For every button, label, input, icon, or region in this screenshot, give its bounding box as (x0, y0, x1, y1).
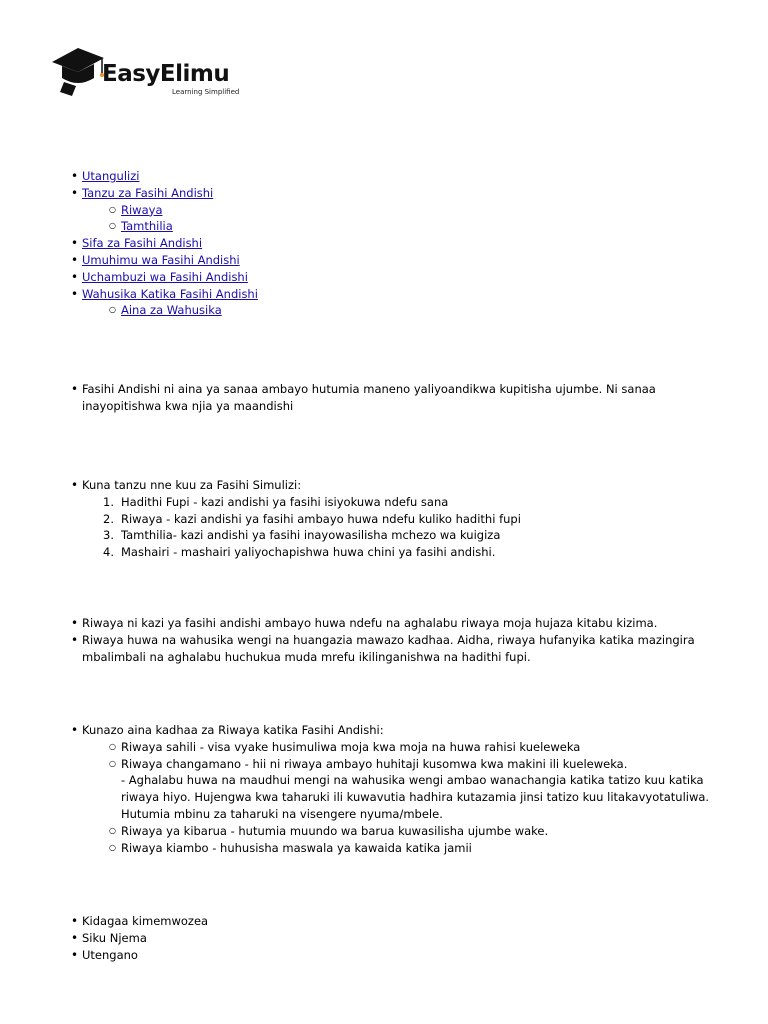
tanzu-item (103, 544, 732, 561)
toc-item-utangulizi (82, 168, 732, 185)
easyelimu-logo[interactable] (50, 44, 250, 100)
mifano-item: • Kidagaa kimemwozea (82, 913, 732, 930)
toc-item-sifa (82, 235, 732, 252)
tanzu-item (103, 527, 732, 544)
toc-item-tanzu (82, 185, 732, 235)
toc-link-aina-wahusika[interactable]: Aina za Wahusika (121, 303, 222, 318)
aina-item (121, 756, 732, 823)
riwaya-item: • Riwaya huwa na wahusika wengi na huangazia mawazo kadhaa. Aidha, riwaya hufanyika katika mazingira mbalimbali na aghalabu huchukua muda mrefu ikilinganishwa na hadithi fupi. (82, 632, 732, 666)
aina-item-text: Riwaya changamano - hii ni riwaya ambayo huhitaji kusomwa kwa makini ili kueleweka. (121, 756, 628, 771)
list-number: 2. (103, 511, 114, 526)
mifano-item: • Utengano (82, 947, 732, 964)
intro-paragraph: • Fasihi Andishi ni aina ya sanaa ambayo hutumia maneno yaliyoandikwa kupitisha ujumbe. Ni sanaa inayopitishwa kwa njia ya maandishi (82, 381, 732, 415)
toc-subitem-riwaya (121, 202, 732, 219)
tanzu-item-text: Tamthilia- kazi andishi ya fasihi inayowasilisha mchezo wa kuigiza (121, 528, 501, 543)
list-number: 1. (103, 494, 114, 509)
aina-lead-text: Kunazo aina kadhaa za Riwaya katika Fasihi Andishi: (82, 723, 384, 737)
toc-item-umuhimu (82, 252, 732, 269)
aina-note: - Aghalabu huwa na maudhui mengi na wahusika wengi ambao wanachangia katika tatizo kuu katika riwaya hiyo. Hujengwa kwa taharuki ili kuwavutia hadhira kutazamia jinsi tatizo kuu litakavyotatuliwa. Hutumia mbinu za taharuki na visengere nyuma/mbele. (121, 773, 710, 821)
logo-brand: EasyElimu (102, 61, 230, 87)
list-number: 4. (103, 545, 114, 560)
tanzu-lead (82, 477, 732, 561)
intro-section (82, 381, 732, 415)
mifano-item: • Siku Njema (82, 930, 732, 947)
toc-item-wahusika (82, 286, 732, 320)
toc-subitem-aina-wahusika (121, 302, 732, 319)
mifano-section (82, 913, 732, 963)
aina-riwaya-section (82, 722, 732, 856)
table-of-contents (82, 168, 732, 319)
toc-link-tanzu[interactable]: Tanzu za Fasihi Andishi (82, 185, 214, 200)
toc-link-tamthilia[interactable]: Tamthilia (121, 219, 173, 234)
logo-tagline: Learning Simplified (172, 88, 240, 96)
toc-link-umuhimu[interactable]: Umuhimu wa Fasihi Andishi (82, 252, 240, 267)
toc-link-utangulizi[interactable]: Utangulizi (82, 169, 140, 183)
aina-item: ○ Riwaya sahili - visa vyake husimuliwa moja kwa moja na huwa rahisi kueleweka (121, 739, 732, 756)
aina-item: ○ Riwaya kiambo - huhusisha maswala ya kawaida katika jamii (121, 840, 732, 857)
toc-subitem-tamthilia (121, 218, 732, 235)
graduation-cap-icon (50, 44, 110, 100)
toc-link-uchambuzi[interactable]: Uchambuzi wa Fasihi Andishi (82, 269, 248, 284)
tanzu-section (82, 477, 732, 561)
tanzu-item-text: Hadithi Fupi - kazi andishi ya fasihi isiyokuwa ndefu sana (121, 494, 449, 509)
tanzu-lead-text: Kuna tanzu nne kuu za Fasihi Simulizi: (82, 478, 302, 492)
aina-lead (82, 722, 732, 856)
tanzu-item-text: Riwaya - kazi andishi ya fasihi ambayo huwa ndefu kuliko hadithi fupi (121, 511, 521, 526)
tanzu-item (103, 511, 732, 528)
riwaya-section (82, 615, 732, 665)
tanzu-item-text: Mashairi - mashairi yaliyochapishwa huwa chini ya fasihi andishi. (121, 545, 496, 560)
toc-link-wahusika[interactable]: Wahusika Katika Fasihi Andishi (82, 286, 258, 301)
aina-item: ○ Riwaya ya kibarua - hutumia muundo wa barua kuwasilisha ujumbe wake. (121, 823, 732, 840)
toc-link-sifa[interactable]: Sifa za Fasihi Andishi (82, 236, 203, 251)
toc-item-uchambuzi (82, 269, 732, 286)
list-number: 3. (103, 528, 114, 543)
toc-link-riwaya[interactable]: Riwaya (121, 202, 163, 217)
riwaya-item: • Riwaya ni kazi ya fasihi andishi ambayo huwa ndefu na aghalabu riwaya moja hujaza kitabu kizima. (82, 615, 732, 632)
tanzu-item (103, 494, 732, 511)
